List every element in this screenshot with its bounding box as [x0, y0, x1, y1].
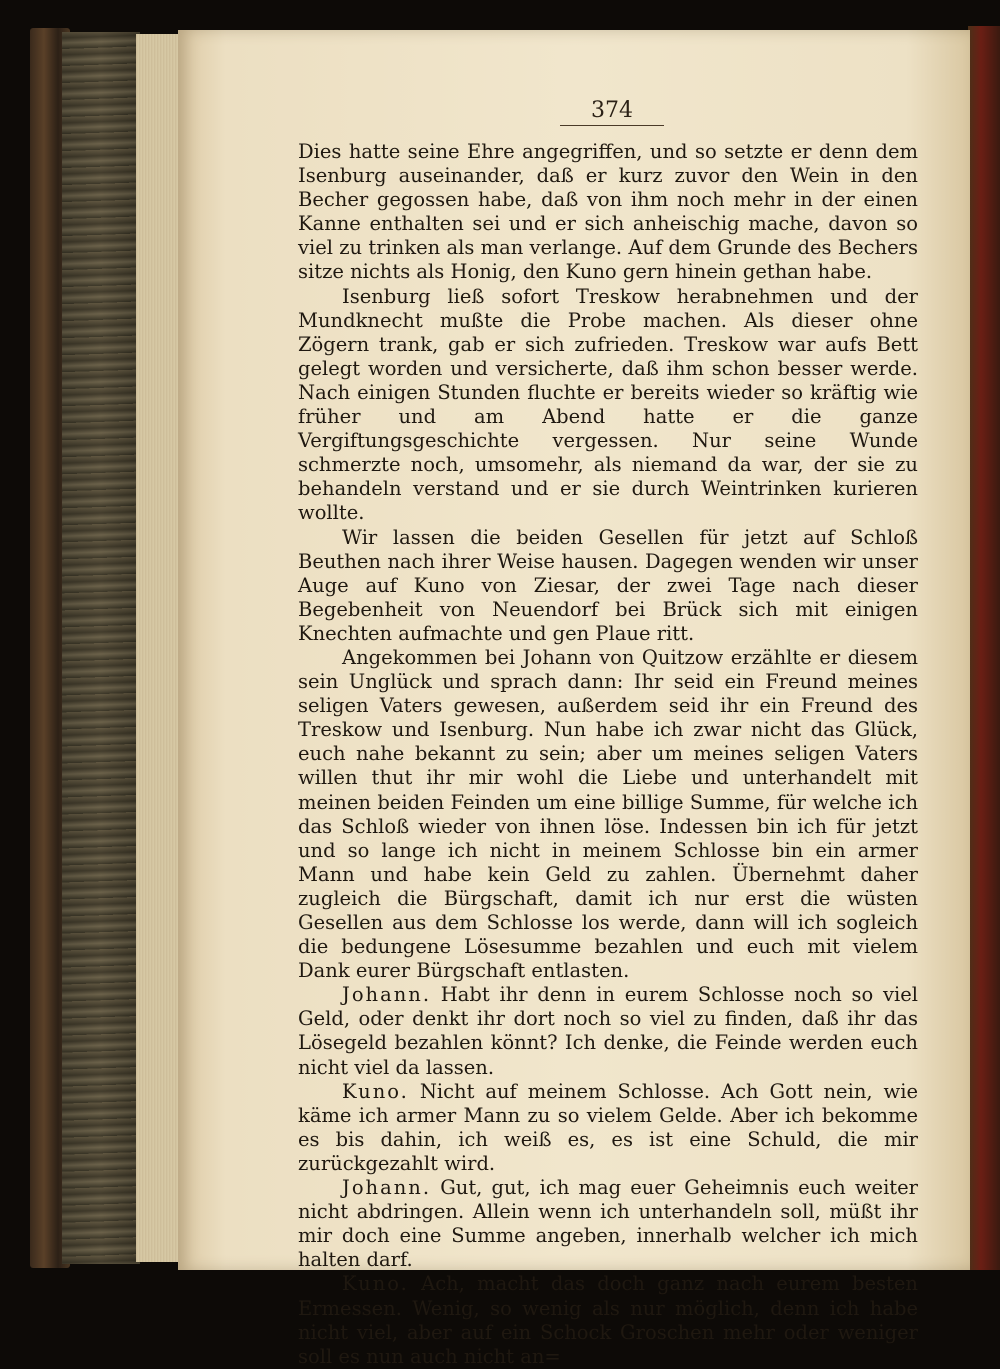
paragraph-text: Wir lassen die beiden Gesellen für jetzt auf Schloß Beuthen nach ihrer Weise hausen. Dagegen wenden wir unser Auge auf Kuno von Ziesar, der zwei Tage nach dieser Begebenheit von Neuendorf bei Brück sich mit einigen Knechten aufmachte und gen Plaue ritt.	[298, 525, 918, 645]
dialogue-paragraph	[298, 983, 918, 1079]
paragraph	[298, 526, 918, 646]
paragraph-text: Ach, macht das doch ganz nach eurem besten Ermessen. Wenig, so wenig als nur möglich, denn ich habe nicht viel, aber auf ein Schock Groschen mehr oder weniger soll es nun auch nicht an=	[298, 1272, 918, 1368]
marbled-page-edge	[62, 32, 140, 1264]
paragraph	[298, 140, 918, 285]
speaker-name: Kuno.	[342, 1272, 409, 1296]
speaker-name: Kuno.	[342, 1079, 409, 1103]
paragraph	[298, 646, 918, 983]
paragraph-text: Habt ihr denn in eurem Schlosse noch so viel Geld, oder denkt ihr dort noch so viel zu finden, daß ihr das Lösegeld bezahlen könnt? Ich denke, die Feinde werden euch nicht viel da lassen.	[298, 983, 918, 1079]
paragraph-text: Isenburg ließ sofort Treskow herabnehmen und der Mundknecht mußte die Probe machen. Als dieser ohne Zögern trank, gab er sich zufrieden. Treskow war aufs Bett gelegt worden und versicherte, daß ihm schon besser werde. Nach einigen Stunden fluchte er bereits wieder so kräftig wie früher und am Abend hatte er die ganze Vergiftungsgeschichte vergessen. Nur seine Wunde schmerzte noch, umsomehr, als niemand da war, der sie zu behandeln verstand und er sie durch Weintrinken kurieren wollte.	[298, 284, 918, 525]
dialogue-paragraph	[298, 1272, 918, 1368]
speaker-name: Johann.	[342, 1176, 432, 1200]
right-binding	[968, 26, 1000, 1270]
page-stack	[136, 34, 184, 1262]
body-text	[298, 140, 918, 1369]
paragraph	[298, 285, 918, 526]
paragraph-text: Nicht auf meinem Schlosse. Ach Gott nein, wie käme ich armer Mann zu so vielem Gelde. Aber ich bekomme es bis dahin, ich weiß es, es ist eine Schuld, die mir zurückgezahlt wird.	[298, 1079, 918, 1175]
dialogue-paragraph	[298, 1080, 918, 1176]
paragraph-text: Angekommen bei Johann von Quitzow erzählte er diesem sein Unglück und sprach dann: Ihr seid ein Freund meines seligen Vaters gewesen, außerdem seid ihr ein Freund des Treskow und Isenburg. Nun habe ich zwar nicht das Glück, euch nahe bekannt zu sein; aber um meines seligen Vaters willen thut ihr mir wohl die Liebe und unterhandelt mit meinen beiden Feinden um eine billige Summe, für welche ich das Schloß wieder von ihnen löse. Indessen bin ich für jetzt und so lange ich nicht in meinem Schlosse bin ein armer Mann und habe kein Geld zu zahlen. Übernehmt daher zugleich die Bürgschaft, damit ich nur erst die wüsten Gesellen aus dem Schlosse los werde, dann will ich sogleich die bedungene Lösesumme bezahlen und euch mit vielem Dank eurer Bürgschaft entlasten.	[298, 645, 918, 983]
dialogue-paragraph	[298, 1176, 918, 1272]
page-number-rule	[560, 125, 664, 126]
paragraph-text: Dies hatte seine Ehre angegriffen, und so setzte er denn dem Isenburg auseinander, daß er kurz zuvor den Wein in den Becher gegossen habe, daß von ihm noch mehr in der einen Kanne enthalten sei und er sich anheischig mache, davon so viel zu trinken als man verlange. Auf dem Grunde des Bechers sitze nichts als Honig, den Kuno gern hinein gethan habe.	[298, 140, 918, 284]
paragraph-text: Gut, gut, ich mag euer Geheimnis euch weiter nicht abdringen. Allein wenn ich unterhandeln soll, müßt ihr mir doch eine Summe angeben, innerhalb welcher ich mich halten darf.	[298, 1176, 919, 1272]
speaker-name: Johann.	[342, 983, 432, 1007]
page-number: 374	[591, 98, 633, 123]
